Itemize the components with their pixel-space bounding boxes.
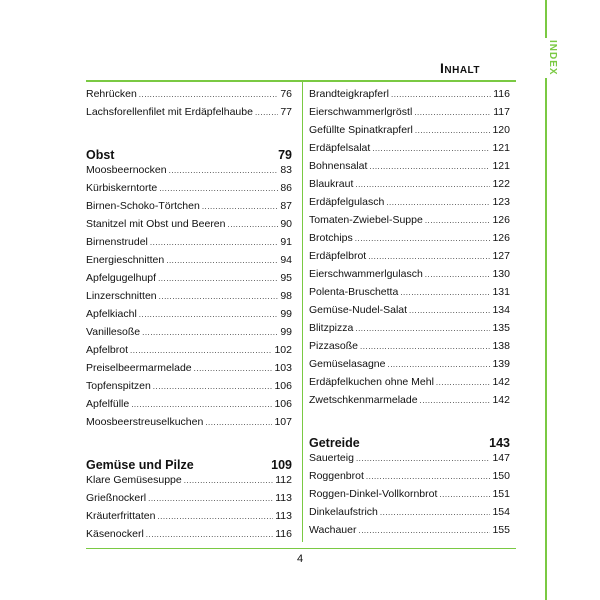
entry-page: 150: [492, 470, 510, 482]
index-tab[interactable]: INDEX: [534, 38, 558, 78]
side-accent-rule: [545, 0, 547, 600]
page-number: 4: [296, 553, 304, 565]
toc-entry[interactable]: [309, 214, 510, 232]
entry-title: Moosbeernocken: [86, 164, 167, 176]
entry-title: Linzerschnitten: [86, 290, 157, 302]
dot-leader: [409, 306, 490, 315]
toc-entry[interactable]: [86, 254, 292, 272]
entry-title: Gemüselasagne: [309, 358, 386, 370]
toc-entry[interactable]: [86, 362, 292, 380]
entry-page: 112: [275, 474, 292, 486]
section-page: 79: [278, 148, 292, 162]
entry-page: 95: [280, 272, 292, 284]
dot-leader: [425, 270, 491, 279]
dot-leader: [400, 288, 490, 297]
dot-leader: [387, 360, 490, 369]
toc-entry[interactable]: [86, 88, 292, 106]
toc-entry[interactable]: [309, 452, 510, 470]
entry-title: Energieschnitten: [86, 254, 165, 266]
dot-leader: [255, 108, 278, 117]
dot-leader: [391, 90, 491, 99]
toc-entry[interactable]: [309, 88, 510, 106]
entry-page: 83: [280, 164, 292, 176]
entry-title: Tomaten-Zwiebel-Suppe: [309, 214, 423, 226]
dot-leader: [130, 346, 272, 355]
entry-page: 142: [492, 376, 510, 388]
entry-title: Preiselbeermarmelade: [86, 362, 192, 374]
entry-title: Gefüllte Spinatkrapferl: [309, 124, 413, 136]
entry-title: Roggen-Dinkel-Vollkornbrot: [309, 488, 438, 500]
entry-title: Kürbiskerntorte: [86, 182, 158, 194]
toc-entry[interactable]: [86, 492, 292, 510]
entry-title: Blitzpizza: [309, 322, 354, 334]
left-column: [86, 88, 292, 546]
entry-page: 90: [280, 218, 292, 230]
entry-page: 99: [280, 308, 292, 320]
section-spacer: [309, 412, 510, 426]
toc-entry[interactable]: [86, 272, 292, 290]
entry-page: 138: [492, 340, 510, 352]
toc-entry[interactable]: [309, 124, 510, 142]
entry-title: Dinkelaufstrich: [309, 506, 378, 518]
dot-leader: [169, 166, 279, 175]
entry-title: Apfelkiachl: [86, 308, 137, 320]
toc-entry[interactable]: [309, 286, 510, 304]
entry-page: 106: [274, 398, 292, 410]
toc-entry[interactable]: [86, 528, 292, 546]
entry-page: 151: [492, 488, 510, 500]
toc-entry[interactable]: [309, 340, 510, 358]
entry-title: Wachauer: [309, 524, 357, 536]
entry-page: 131: [492, 286, 510, 298]
entry-title: Vanillesoße: [86, 326, 141, 338]
toc-entry[interactable]: [86, 200, 292, 218]
entry-page: 147: [492, 452, 510, 464]
section-heading[interactable]: [309, 426, 510, 450]
section-page: 109: [271, 458, 292, 472]
entry-title: Pizzasoße: [309, 340, 359, 352]
entry-title: Moosbeerstreuselkuchen: [86, 416, 204, 428]
entry-page: 102: [274, 344, 292, 356]
toc-entry[interactable]: [309, 376, 510, 394]
toc-entry[interactable]: [86, 290, 292, 308]
toc-entry[interactable]: [86, 236, 292, 254]
column-divider: [302, 82, 303, 542]
section-title: Gemüse und Pilze: [86, 458, 194, 472]
dot-leader: [425, 216, 491, 225]
toc-entry[interactable]: [86, 380, 292, 398]
dot-leader: [142, 328, 278, 337]
bottom-divider: [86, 548, 516, 549]
toc-entry[interactable]: [86, 474, 292, 492]
entry-page: 121: [492, 142, 510, 154]
entry-title: Brandteigkrapferl: [309, 88, 389, 100]
entry-title: Apfelfülle: [86, 398, 130, 410]
entry-page: 122: [492, 178, 510, 190]
toc-entry[interactable]: [86, 326, 292, 344]
entry-title: Stanitzel mit Obst und Beeren: [86, 218, 226, 230]
toc-entry[interactable]: [309, 304, 510, 322]
dot-leader: [139, 310, 279, 319]
entry-title: Brotchips: [309, 232, 353, 244]
entry-page: 142: [492, 394, 510, 406]
entry-page: 123: [492, 196, 510, 208]
entry-title: Klare Gemüsesuppe: [86, 474, 182, 486]
dot-leader: [355, 234, 491, 243]
toc-entry[interactable]: [309, 322, 510, 340]
dot-leader: [360, 342, 490, 351]
toc-entry[interactable]: [86, 106, 292, 124]
toc-entry[interactable]: [309, 142, 510, 160]
section-page: 143: [489, 436, 510, 450]
section-spacer: [86, 124, 292, 138]
section-spacer: [86, 434, 292, 448]
entry-title: Rehrücken: [86, 88, 137, 100]
entry-title: Erdäpfelbrot: [309, 250, 367, 262]
entry-title: Grießnockerl: [86, 492, 147, 504]
entry-title: Eierschwammerlgröstl: [309, 106, 413, 118]
dot-leader: [356, 454, 491, 463]
entry-page: 87: [280, 200, 292, 212]
dot-leader: [439, 490, 490, 499]
dot-leader: [184, 476, 274, 485]
entry-page: 94: [280, 254, 292, 266]
section-heading[interactable]: [86, 448, 292, 472]
dot-leader: [150, 238, 278, 247]
entry-title: Erdäpfelgulasch: [309, 196, 385, 208]
dot-leader: [415, 126, 491, 135]
entry-title: Eierschwammerlgulasch: [309, 268, 423, 280]
dot-leader: [369, 162, 490, 171]
entry-page: 103: [274, 362, 292, 374]
toc-entry[interactable]: [309, 160, 510, 178]
entry-page: 126: [492, 232, 510, 244]
dot-leader: [139, 90, 279, 99]
toc-entry[interactable]: [86, 416, 292, 434]
entry-title: Apfelgugelhupf: [86, 272, 157, 284]
dot-leader: [228, 220, 279, 229]
entry-title: Kräuterfrittaten: [86, 510, 156, 522]
entry-page: 120: [492, 124, 510, 136]
dot-leader: [159, 184, 278, 193]
entry-page: 155: [492, 524, 510, 536]
entry-page: 121: [492, 160, 510, 172]
entry-title: Sauerteig: [309, 452, 354, 464]
entry-page: 154: [492, 506, 510, 518]
entry-page: 76: [280, 88, 292, 100]
entry-title: Erdäpfelsalat: [309, 142, 371, 154]
dot-leader: [131, 400, 272, 409]
entry-page: 127: [492, 250, 510, 262]
entry-title: Roggenbrot: [309, 470, 364, 482]
dot-leader: [157, 512, 273, 521]
entry-page: 86: [280, 182, 292, 194]
toc-entry[interactable]: [309, 268, 510, 286]
toc-entry[interactable]: [309, 394, 510, 412]
entry-page: 106: [274, 380, 292, 392]
dot-leader: [205, 418, 272, 427]
right-column: [309, 88, 510, 542]
dot-leader: [159, 292, 279, 301]
entry-title: Birnen-Schoko-Törtchen: [86, 200, 200, 212]
toc-entry[interactable]: [86, 398, 292, 416]
entry-page: 139: [492, 358, 510, 370]
dot-leader: [386, 198, 490, 207]
entry-title: Bohnensalat: [309, 160, 368, 172]
entry-page: 113: [275, 492, 292, 504]
dot-leader: [194, 364, 273, 373]
toc-entry[interactable]: [86, 164, 292, 182]
entry-title: Polenta-Bruschetta: [309, 286, 399, 298]
dot-leader: [436, 378, 491, 387]
entry-page: 116: [493, 88, 510, 100]
toc-entry[interactable]: [86, 218, 292, 236]
toc-entry[interactable]: [309, 196, 510, 214]
top-divider: [86, 80, 516, 82]
dot-leader: [366, 472, 491, 481]
entry-title: Lachsforellenfilet mit Erdäpfelhaube: [86, 106, 253, 118]
entry-page: 91: [280, 236, 292, 248]
entry-page: 107: [274, 416, 292, 428]
entry-page: 116: [275, 528, 292, 540]
toc-entry[interactable]: [309, 470, 510, 488]
section-heading[interactable]: [86, 138, 292, 162]
entry-page: 99: [280, 326, 292, 338]
toc-entry[interactable]: [86, 308, 292, 326]
entry-page: 134: [492, 304, 510, 316]
entry-page: 135: [492, 322, 510, 334]
section-title: Getreide: [309, 436, 360, 450]
dot-leader: [202, 202, 279, 211]
entry-page: 113: [275, 510, 292, 522]
dot-leader: [158, 274, 278, 283]
toc-entry[interactable]: [309, 358, 510, 376]
toc-entry[interactable]: [309, 506, 510, 524]
entry-title: Blaukraut: [309, 178, 354, 190]
entry-page: 126: [492, 214, 510, 226]
dot-leader: [358, 526, 490, 535]
entry-title: Birnenstrudel: [86, 236, 148, 248]
dot-leader: [368, 252, 490, 261]
page-title: Inhalt: [440, 60, 481, 76]
toc-entry[interactable]: [309, 524, 510, 542]
entry-title: Topfenspitzen: [86, 380, 151, 392]
dot-leader: [380, 508, 491, 517]
toc-entry[interactable]: [86, 182, 292, 200]
dot-leader: [414, 108, 491, 117]
entry-page: 77: [280, 106, 292, 118]
toc-entry[interactable]: [309, 232, 510, 250]
toc-entry[interactable]: [86, 510, 292, 528]
dot-leader: [355, 324, 490, 333]
entry-title: Käsenockerl: [86, 528, 144, 540]
entry-page: 117: [493, 106, 510, 118]
entry-page: 98: [280, 290, 292, 302]
dot-leader: [153, 382, 273, 391]
entry-title: Zwetschkenmarmelade: [309, 394, 418, 406]
section-title: Obst: [86, 148, 115, 162]
entry-title: Gemüse-Nudel-Salat: [309, 304, 408, 316]
toc-entry[interactable]: [309, 250, 510, 268]
toc-entry[interactable]: [86, 344, 292, 362]
entry-title: Apfelbrot: [86, 344, 129, 356]
toc-entry[interactable]: [309, 488, 510, 506]
entry-title: Erdäpfelkuchen ohne Mehl: [309, 376, 434, 388]
dot-leader: [420, 396, 491, 405]
dot-leader: [166, 256, 278, 265]
dot-leader: [372, 144, 490, 153]
dot-leader: [146, 530, 273, 539]
toc-entry[interactable]: [309, 106, 510, 124]
dot-leader: [148, 494, 273, 503]
entry-page: 130: [492, 268, 510, 280]
toc-entry[interactable]: [309, 178, 510, 196]
dot-leader: [355, 180, 490, 189]
